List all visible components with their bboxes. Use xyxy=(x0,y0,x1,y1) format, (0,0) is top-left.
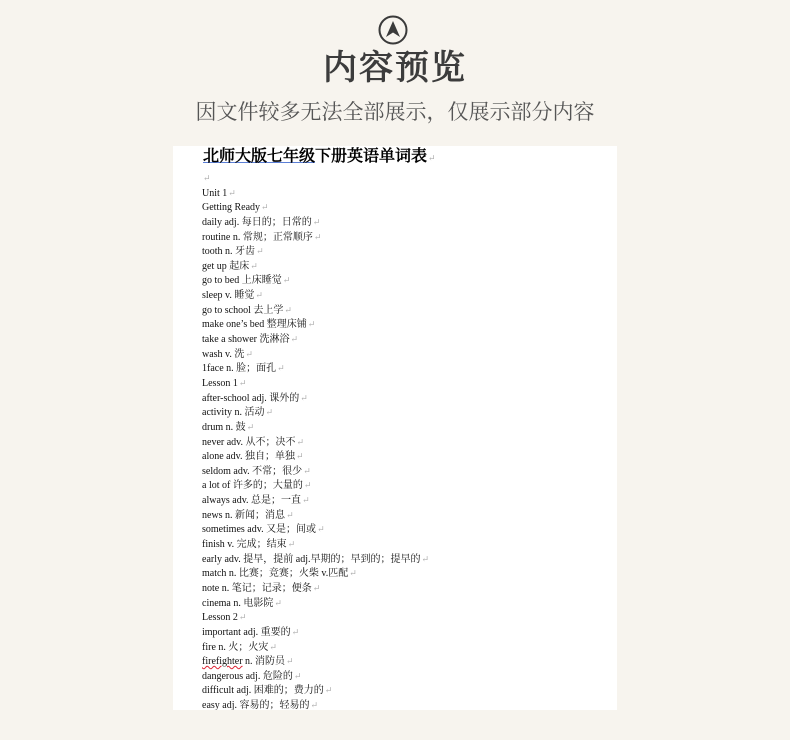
word-list-text: wash v. 洗 xyxy=(202,348,245,360)
paragraph-mark-icon: ↵ xyxy=(286,656,294,667)
word-list-text: firefighter n. 消防员 xyxy=(202,656,286,668)
word-list-text: go to bed 上床睡觉 xyxy=(202,275,282,287)
word-list-line xyxy=(202,683,612,698)
word-list-text: difficult adj. 困难的；费力的 xyxy=(202,685,324,697)
word-list-line xyxy=(202,669,612,684)
word-list-text: make one’s bed 整理床铺 xyxy=(202,319,307,331)
word-list-text: easy adj. 容易的；轻易的 xyxy=(202,700,310,710)
paragraph-mark-icon: ↵ xyxy=(349,568,357,579)
document-title-rest: 下册英语单词表 xyxy=(315,146,428,165)
word-list-text: match n. 比赛；竞赛；火柴 v.匹配 xyxy=(202,568,349,580)
page-title: 内容预览 xyxy=(323,48,467,88)
paragraph-mark-icon: ↵ xyxy=(274,597,282,608)
paragraph-mark-icon: ↵ xyxy=(246,421,255,432)
document-title-underlined: 北师大版七年级 xyxy=(203,146,316,165)
word-list-line xyxy=(202,405,612,420)
word-list-line xyxy=(202,259,612,274)
paragraph-mark-icon: ↵ xyxy=(287,539,296,550)
word-list-line xyxy=(202,244,612,259)
paragraph-mark-icon: ↵ xyxy=(277,363,285,374)
word-list-line xyxy=(202,391,612,406)
word-list-text: daily adj. 每日的；日常的 xyxy=(202,216,312,228)
word-list-line xyxy=(202,215,612,230)
paragraph-mark-icon: ↵ xyxy=(293,670,302,681)
paragraph-mark-icon: ↵ xyxy=(245,348,253,359)
document-title xyxy=(203,146,436,169)
word-list-text: news n. 新闻；消息 xyxy=(202,509,286,521)
word-list-text: Getting Ready xyxy=(202,202,261,214)
paragraph-mark-icon: ↵ xyxy=(290,334,299,345)
word-list-line xyxy=(202,625,612,640)
document-preview xyxy=(173,146,617,710)
word-list-line xyxy=(202,186,612,201)
paragraph-mark-icon: ↵ xyxy=(312,582,321,593)
word-list-line xyxy=(202,376,612,391)
word-list-line xyxy=(202,698,612,710)
word-list-text: dangerous adj. 危险的 xyxy=(202,670,293,682)
word-list-text: Lesson 2 xyxy=(202,612,238,624)
paragraph-mark-icon: ↵ xyxy=(303,465,311,476)
paragraph-mark-icon: ↵ xyxy=(313,231,322,242)
word-list-line xyxy=(202,230,612,245)
word-list-line xyxy=(202,435,612,450)
word-list-text: important adj. 重要的 xyxy=(202,626,291,638)
word-list-line xyxy=(202,566,612,581)
word-list-line xyxy=(202,581,612,596)
word-list-text: Unit 1 xyxy=(202,187,228,199)
paragraph-mark-icon: ↵ xyxy=(238,612,247,623)
paragraph-mark-icon: ↵ xyxy=(428,154,436,164)
word-list-text: sleep v. 睡觉 xyxy=(202,290,255,302)
word-list-text: take a shower 洗淋浴 xyxy=(202,334,290,346)
word-list xyxy=(202,171,612,710)
word-list-line xyxy=(202,288,612,303)
word-list-text: alone adv. 独自；单独 xyxy=(202,451,295,463)
word-list-line xyxy=(202,464,612,479)
word-list-line xyxy=(202,332,612,347)
word-list-text: 1face n. 脸；面孔 xyxy=(202,363,277,375)
word-list-text: drum n. 鼓 xyxy=(202,421,246,433)
word-list-line xyxy=(202,361,612,376)
word-list-text: a lot of 许多的；大量的 xyxy=(202,480,303,492)
paragraph-mark-icon: ↵ xyxy=(228,187,236,198)
arrow-up-circle-icon xyxy=(378,15,408,45)
word-list-line xyxy=(202,596,612,611)
word-list-line xyxy=(202,552,612,567)
paragraph-mark-icon: ↵ xyxy=(269,641,277,652)
word-list-text: early adv. 提早，提前 adj.早期的；早到的；提早的 xyxy=(202,553,421,565)
word-list-line xyxy=(202,303,612,318)
paragraph-mark-icon: ↵ xyxy=(317,524,325,535)
paragraph-mark-icon: ↵ xyxy=(324,685,333,696)
paragraph-mark-icon: ↵ xyxy=(300,392,308,403)
word-list-line xyxy=(202,449,612,464)
word-list-line xyxy=(202,273,612,288)
paragraph-mark-icon: ↵ xyxy=(286,509,294,520)
paragraph-mark-icon: ↵ xyxy=(312,216,321,227)
paragraph-mark-icon: ↵ xyxy=(307,319,316,330)
word-list-line xyxy=(202,478,612,493)
word-list-line xyxy=(202,508,612,523)
word-list-line xyxy=(202,640,612,655)
paragraph-mark-icon: ↵ xyxy=(265,407,274,418)
word-list-line xyxy=(202,522,612,537)
word-list-text: seldom adv. 不常；很少 xyxy=(202,465,303,477)
word-list-text: fire n. 火；火灾 xyxy=(202,641,269,653)
paragraph-mark-icon: ↵ xyxy=(203,173,211,183)
paragraph-mark-icon: ↵ xyxy=(303,480,312,491)
word-list-text: tooth n. 牙齿 xyxy=(202,246,256,258)
paragraph-mark-icon: ↵ xyxy=(256,246,264,257)
paragraph-mark-icon: ↵ xyxy=(255,290,263,301)
word-list-text: Lesson 1 xyxy=(202,377,238,389)
paragraph-mark-icon: ↵ xyxy=(295,451,304,462)
word-list-text: cinema n. 电影院 xyxy=(202,597,274,609)
word-list-text: always adv. 总是；一直 xyxy=(202,495,302,507)
word-list-text: note n. 笔记；记录；便条 xyxy=(202,582,312,594)
paragraph-mark-icon: ↵ xyxy=(282,275,291,286)
word-list-text: sometimes adv. 又是；间或 xyxy=(202,524,317,536)
word-list-text: get up 起床 xyxy=(202,260,250,272)
word-list-line xyxy=(202,654,612,669)
word-list-text: activity n. 活动 xyxy=(202,407,265,419)
paragraph-mark-icon: ↵ xyxy=(284,304,292,315)
word-list-line xyxy=(202,347,612,362)
word-list-line xyxy=(202,200,612,215)
word-list-line xyxy=(202,317,612,332)
word-list-text: finish v. 完成；结束 xyxy=(202,539,287,551)
word-list-text: never adv. 从不；决不 xyxy=(202,436,296,448)
paragraph-mark-icon: ↵ xyxy=(261,202,269,213)
word-list-text: go to school 去上学 xyxy=(202,304,284,316)
page-subtitle: 因文件较多无法全部展示，仅展示部分内容 xyxy=(195,100,595,124)
word-list-line xyxy=(202,610,612,625)
word-list-line xyxy=(202,420,612,435)
word-list-text: routine n. 常规；正常顺序 xyxy=(202,231,313,243)
paragraph-mark-icon: ↵ xyxy=(302,495,310,506)
paragraph-mark-icon: ↵ xyxy=(238,377,247,388)
word-list-line xyxy=(202,493,612,508)
paragraph-mark-icon: ↵ xyxy=(250,260,258,271)
paragraph-mark-icon: ↵ xyxy=(291,626,300,637)
paragraph-mark-icon: ↵ xyxy=(296,436,305,447)
word-list-line xyxy=(202,537,612,552)
paragraph-mark-icon: ↵ xyxy=(310,700,319,710)
paragraph-mark-icon: ↵ xyxy=(421,553,430,564)
word-list-text: after-school adj. 课外的 xyxy=(202,392,300,404)
word-list-line xyxy=(202,171,612,186)
